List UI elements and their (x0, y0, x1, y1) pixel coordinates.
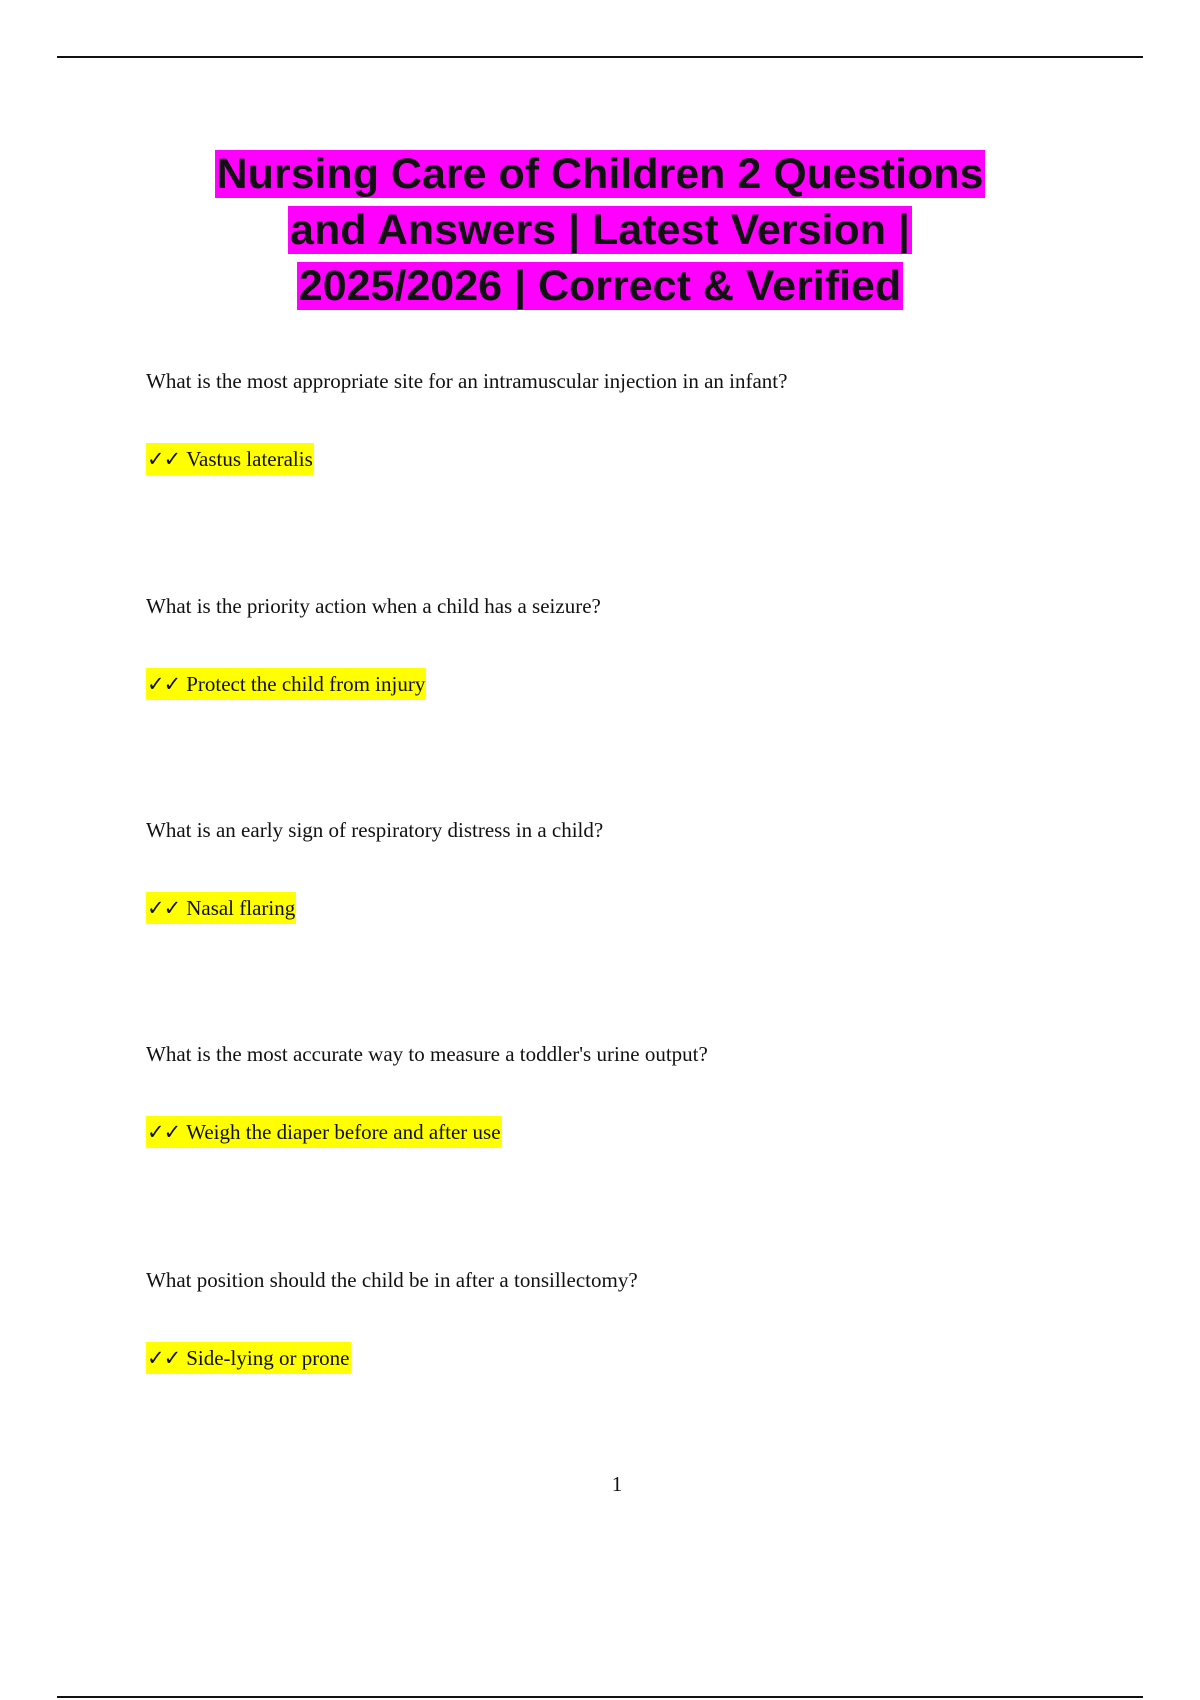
title-line-3: 2025/2026 | Correct & Verified (298, 262, 902, 310)
answer-text: Weigh the diaper before and after use (186, 1120, 501, 1144)
answer-highlight (146, 443, 314, 475)
double-check-icon: ✓✓ (147, 896, 181, 920)
bottom-rule (57, 1696, 1143, 1698)
qa-item-4 (146, 1040, 1106, 1148)
answer-text: Vastus lateralis (186, 447, 313, 471)
double-check-icon: ✓✓ (147, 672, 181, 696)
page-number: 1 (611, 1472, 623, 1496)
title-line-1: Nursing Care of Children 2 Questions (216, 150, 984, 198)
answer-row (146, 1342, 1106, 1374)
answer-highlight (146, 668, 426, 700)
answer-highlight (146, 892, 296, 924)
question-text: What position should the child be in after a tonsillectomy? (146, 1268, 638, 1292)
answer-highlight (146, 1342, 351, 1374)
top-rule (57, 56, 1143, 58)
answer-row (146, 668, 1106, 700)
answer-row (146, 892, 1106, 924)
double-check-icon: ✓✓ (147, 447, 181, 471)
double-check-icon: ✓✓ (147, 1346, 181, 1370)
question-text: What is the most appropriate site for an intramuscular injection in an infant? (146, 369, 788, 393)
qa-item-1 (146, 367, 1106, 475)
qa-item-2 (146, 592, 1106, 700)
qa-item-5 (146, 1266, 1106, 1374)
answer-row (146, 443, 1106, 475)
answer-text: Nasal flaring (186, 896, 296, 920)
title-line-2: and Answers | Latest Version | (290, 206, 910, 254)
question-text: What is the priority action when a child has a seizure? (146, 594, 601, 618)
question-text: What is the most accurate way to measure a toddler's urine output? (146, 1042, 708, 1066)
answer-highlight (146, 1116, 502, 1148)
question-text: What is an early sign of respiratory distress in a child? (146, 818, 604, 842)
answer-row (146, 1116, 1106, 1148)
answer-text: Side-lying or prone (186, 1346, 350, 1370)
qa-item-3 (146, 816, 1106, 924)
double-check-icon: ✓✓ (147, 1120, 181, 1144)
document-title (100, 146, 1100, 314)
answer-text: Protect the child from injury (186, 672, 426, 696)
